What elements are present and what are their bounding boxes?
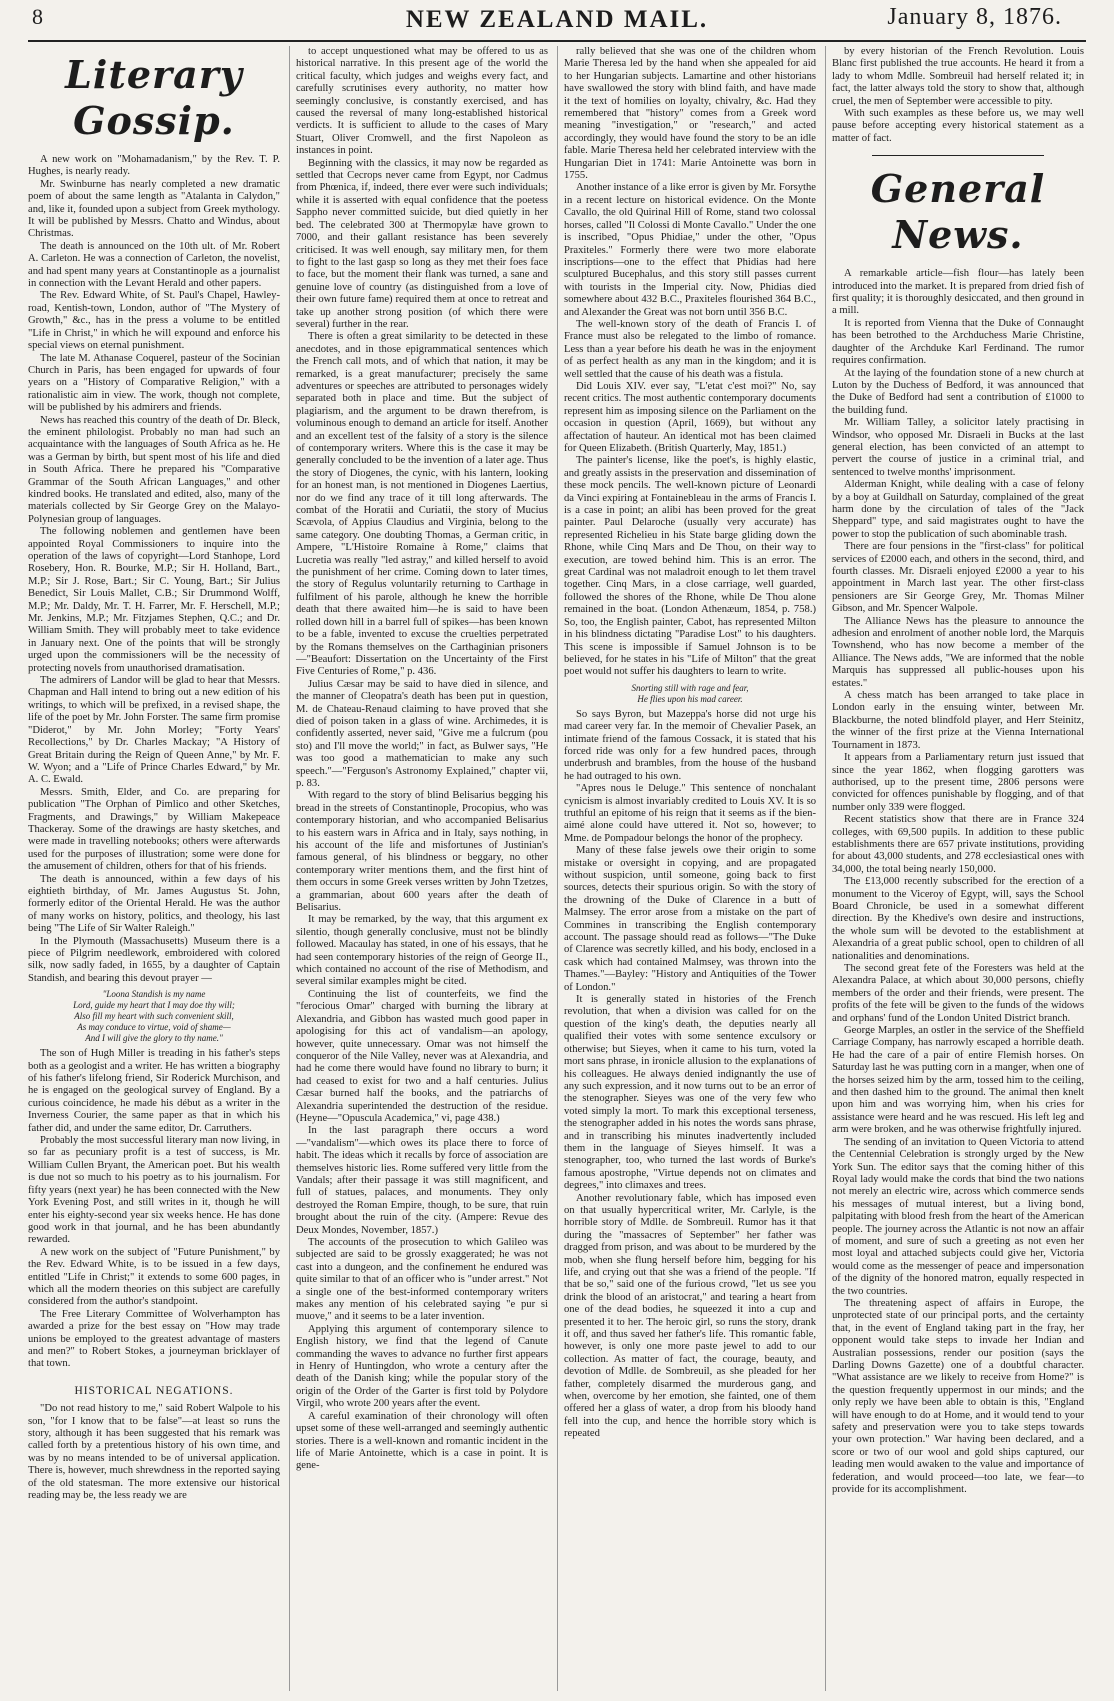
article-paragraph: Many of these false jewels owe their origin to some mistake or oversight in copying, and are propagated without suspicion, until someone, going back to first sources, detects their spurious origin. So with the story of the drowning of the Duke of Clarence in a butt of Malmsey. The error arose from a mistake on the part of Commines in transcribing the English contemporary account. The passage should read as follows—"The Duke of Clarence was secretly killed, and his body, enclosed in a cask which had contained Malmsey, was thrown into the Thames."—Bayley: "History and Antiquities of the Tower of London." xyxy=(564,845,816,993)
news-paragraph: The Alliance News has the pleasure to announce the adhesion and enrolment of another noble lord, the Marquis Townshend, who has now become a member of the Alliance. The News adds, "We are informed that the noble Marquis has suppressed all public-houses upon his estates." xyxy=(832,615,1084,689)
news-paragraph: It appears from a Parliamentary return just issued that since the year 1862, when flogging garotters was authorised, up to the present time, 2806 persons were convicted for offences punishable by flogging, and of that number only 339 were flogged. xyxy=(832,752,1084,813)
section-divider xyxy=(872,155,1044,156)
article-paragraph: "Apres nous le Deluge." This sentence of nonchalant cynicism is almost invariably credited to Louis XV. It is so truthful an epitome of his reign that it seems as if the bien-aimé alone could have uttered it. Not so, however; to Mme. de Pompadour belongs the honor of the prophecy. xyxy=(564,783,816,844)
column-4 xyxy=(832,46,1084,1691)
article-paragraph: The death is announced on the 10th ult. of Mr. Robert A. Carleton. He was a connection of Carleton, the novelist, and had spent many years at Constantinople as a journalist in connection with the Levant Herald and other papers. xyxy=(28,240,280,290)
news-paragraph: A chess match has been arranged to take place in London early in the ensuing winter, between Mr. Blackburne, the noted blindfold player, and Herr Steinitz, the winner of the first prize at the Vienna International Tournament in 1873. xyxy=(832,690,1084,751)
article-paragraph: "Do not read history to me," said Robert Walpole to his son, "for I know that to be false"—at least so runs the story, although it has been suggested that his remark was called forth by a pretentious history of his own time, and was by no means intended to be of universal application. There is, however, much shrewdness in the reported saying of the old statesman. The more extensive our historical reading may be, the less ready we are xyxy=(28,1403,280,1502)
verse-line: Snorting still with rage and fear, xyxy=(631,682,749,693)
article-paragraph: So says Byron, but Mazeppa's horse did not urge his mad career very far. In the memoir of Chevalier Pasek, an intimate friend of the famous Cossack, it is stated that his forced ride was only for a few hundred paces, through underbrush and brambles, from the house of the husband he had outraged to his own. xyxy=(564,708,816,782)
article-paragraph: A new work on the subject of "Future Punishment," by the Rev. Edward White, is to be issued in a few days, entitled "Life in Christ;" it extends to some 600 pages, in which all the modern theories on this subject are carefully considered from the author's standpoint. xyxy=(28,1246,280,1308)
news-paragraph: The £13,000 recently subscribed for the erection of a monument to the Viceroy of Egypt, will, says the School Board Chronicle, be used in a somewhat different direction. By the Khedive's own desire and instructions, the whole sum will be devoted to the establishment at Alexandria of a great public school, open to children of all nationalities and denominations. xyxy=(832,876,1084,962)
article-paragraph: The late M. Athanase Coquerel, pasteur of the Socinian Church in Paris, has been engaged for upwards of four years on a "History of Comparative Religion," with a rationalistic aim in view. The work, though not complete, will be published by his admirers and friends. xyxy=(28,352,280,414)
article-paragraph: Another revolutionary fable, which has imposed even on that usually hypercritical writer, Mr. Carlyle, is the horrible story of Mdlle. de Sombreuil. Rumor has it that during the "massacres of September" her father was dragged from prison, and was about to be murdered by the mob, when she flung herself before him, begging for his life, and crying out that she was a friend of the people. "If that be so," said one of the furious crowd, "let us see you drink the blood of an aristocrat," and tearing a heart from one of the dead bodies, he squeezed it into a cup and presented it to her. The heroic girl, so runs the story, drank it off, and thus saved her father's life. This romantic fable, however, is only one more paste jewel to add to our collection. As matter of fact, the courage, beauty, and devotion of Mdlle. de Sombreuil, as she pleaded for her father, completely disarmed the murderous gang, and when, overcome by her emotion, she fainted, one of them offered her a glass of water, a drop from his bloody hand fell into the cup, and hence the horrible story which is repeated xyxy=(564,1192,816,1440)
byron-verse xyxy=(564,683,816,705)
news-paragraph: George Marples, an ostler in the service of the Sheffield Carriage Company, has narrowly escaped a horrible death. He had the care of a pair of entire Flemish horses. On Saturday last he was putting corn in a manger, when one of the horses seized him by the arm, tossed him to the ceiling, and then dashed him to the ground. The animal then knelt upon him and was worrying him, when his cries for assistance were heard and he was rescued. His left leg and arm were broken, and he was otherwise frightfully injured. xyxy=(832,1025,1084,1136)
article-paragraph: It is generally stated in histories of the French revolution, that when a division was called for on the question of the king's death, the deputies nearly all qualified their votes with some sentence exculsory or otherwise; but Sieyes, when it came to his turn, voted la mort sans phrase, in ironicle allusion to the explanations of his colleagues. He always denied indignantly the use of any such expression, and it now turns out to be an error of the stenographer. Sieyes was one of the very few who voted simply la mort. To mark this exceptional terseness, the stenographer added in his notes the words sans phrase, and in transcribing his minutes inadvertently included them in the language of Sieyes himself. It was a stenographer, too, who turned the last words of Burke's famous apostrophe, "Virtue depends not on climates and degrees," into climaxes and trees. xyxy=(564,994,816,1192)
verse-line: And I will give the glory to thy name." xyxy=(85,1033,223,1044)
article-paragraph: The following noblemen and gentlemen have been appointed Royal Commissioners to inquire into the operation of the laws of copyright—Lord Stanhope, Lord Rosebery, Hon. R. Bourke, M.P.; Sir H. Holland, Bart., M.P.; Sir J. Rose, Bart.; Sir C. Young, Bart.; Sir Julius Benedict, Sir Louis Mallet, C.B.; Sir Drummond Wolff, M.P.; Mr. Daldy, Mr. T. H. Farrer, Mr. F. Herschell, M.P.; Mr. Jenkins, M.P.; Mr. Fitzjames Stephen, Q.C.; and Dr. William Smith. They will probably meet to take evidence in January next. One of the points that will be strongly urged upon the commissioners will be the necessity of protecting novels from unauthorised dramatisation. xyxy=(28,526,280,674)
news-paragraph: At the laying of the foundation stone of a new church at Luton by the Duchess of Bedford, it was announced that the Duke of Bedford had sent a contribution of £1000 to the building fund. xyxy=(832,367,1084,416)
article-paragraph: In the Plymouth (Massachusetts) Museum there is a piece of Pilgrim needlework, embroidered with colored silk, now sadly faded, in 1655, by a daughter of Captain Standish, and bearing this devout prayer — xyxy=(28,935,280,984)
column-rule xyxy=(825,46,826,1691)
verse-line: "Loona Standish is my name xyxy=(102,989,206,1000)
historical-negations-body xyxy=(28,1403,280,1502)
page-number: 8 xyxy=(32,4,43,29)
column-rule xyxy=(557,46,558,1691)
article-paragraph: In the last paragraph there occurs a word—"vandalism"—which owes its place there to force of habit. The ideas which it recalls by force of association are themselves historic lies. Rome suffered very little from the Vandals; after their passage it was still magnificent, and full of statues, palaces, and monuments. They only destroyed the Roman Empire, though, to be sure, that ruin brought about the ruin of the city. (Ampere: Revue des Deux Mondes, November, 1857.) xyxy=(296,1125,548,1236)
verse-line: Lord, guide my heart that I may doe thy will; xyxy=(73,1000,235,1011)
newspaper-title: NEW ZEALAND MAIL. xyxy=(405,6,709,33)
article-paragraph: The son of Hugh Miller is treading in his father's steps both as a geologist and a writer. He has written a biography of his father's lifelong friend, Sir Roderick Murchison, and he is engaged on the geological survey of England. By a curious coincidence, he made his début as a writer in the Inverness Courier, the same paper as that in which his father did, and under the same editor, Dr. Carruthers. xyxy=(28,1048,280,1134)
news-paragraph: There are four pensions in the "first-class" for political services of £2000 each, and others in the second, third, and fourth classes. Mr. Disraeli enjoyed £2000 a year to his appointment in March last year. The other first-class pensioners are Sir George Grey, Mr. Thomas Milner Gibson, and Mr. Spencer Walpole. xyxy=(832,541,1084,615)
issue-date: January 8, 1876. xyxy=(887,4,1062,30)
news-paragraph: The sending of an invitation to Queen Victoria to attend the Centennial Celebration is strongly urged by the New York Sun. The editor says that the coming hither of this Royal lady would make the cords that bind the two nations not merely an electric wire, across which commerce sends his messages of mutual interest, but a living bond, palpitating with blood fresh from the heart of the American people. The journey across the Atlantic is not now an affair of moment, and sure of such a greeting as not even her most loyal and attached subjects could give her, Victoria would come as the messenger of peace and impersonation of the dignity of the honored matron, equally respected in the two countries. xyxy=(832,1136,1084,1297)
article-paragraph: The admirers of Landor will be glad to hear that Messrs. Chapman and Hall intend to bring out a new edition of his writings, to which will be prefixed, in a revised shape, the life of the poet by Mr. John Forster. The same firm promise "Diderot," by Mr. John Morley; "Forty Years' Recollections," by Dr. Charles Mackay; "A History of Great Britain during the Reign of Queen Anne," by Mr. F. W. Wyon; and a "Life of Prince Charles Edward," by Mr. A. C. Ewald. xyxy=(28,675,280,786)
article-paragraph: Messrs. Smith, Elder, and Co. are preparing for publication "The Orphan of Pimlico and other Sketches, Fragments, and Drawings," by William Makepeace Thackeray. Some of the drawings are hasty sketches, and were made in travelling notebooks; others were afterwards used for the purposes of illustration; some were done for the amusement of children, others for that of his friends. xyxy=(28,786,280,873)
verse-line: As may conduce to virtue, void of shame— xyxy=(77,1022,231,1033)
historical-negations-body-col2 xyxy=(296,46,548,1473)
historical-negations-heading: HISTORICAL NEGATIONS. xyxy=(74,1384,234,1397)
literary-gossip-body xyxy=(28,154,280,985)
historical-negations-body-col4 xyxy=(832,46,1084,145)
article-paragraph: A new work on "Mohamadanism," by the Rev. T. P. Hughes, is nearly ready. xyxy=(28,154,280,178)
news-paragraph: Alderman Knight, while dealing with a case of felony by a boy at Guildhall on Saturday, complained of the great harm done by the circulation of tales of the "Jack Sheppard" type, and said magistrates ought to have the power to stop the publication of such abominable trash. xyxy=(832,479,1084,540)
article-paragraph: rally believed that she was one of the children whom Marie Theresa led by the hand when she appealed for aid to her Hungarian subjects. Lamartine and other historians have swallowed the story with blind faith, and have made it the text of homilies on loyalty, chivalry, &c. Had they remembered that "history" comes from a Greek word meaning "investigation," or "research," and acted accordingly, they would have found the story to be an idle fable. Marie Theresa held her celebrated interview with the Hungarian Diet in 1741: Marie Antoinette was born in 1755. xyxy=(564,46,816,182)
article-paragraph: With such examples as these before us, we may well pause before accepting every historical statement as a matter of fact. xyxy=(832,108,1084,144)
article-paragraph: News has reached this country of the death of Dr. Bleck, the eminent philologist. Probably no man had such an acquaintance with the languages of South Africa as he. He was a German by birth, but spent most of his life and died in South Africa. There he prepared his "Comparative Grammar of the South African Languages," and other kindred books. He translated and edited, also, many of the materials collected by Sir George Grey on the Malayo-Polynesian group of languages. xyxy=(28,414,280,525)
literary-gossip-body-continued xyxy=(28,1048,280,1371)
columns xyxy=(28,46,1086,1691)
general-news-heading: General News. xyxy=(870,166,1046,258)
news-paragraph: The threatening aspect of affairs in Europe, the unprotected state of our principal ports, and the certainty that, in the event of England taking part in the fray, her opponent would take steps to invade her Indian and Australian possessions, render our position (says the Darling Downs Gazette) one of a doubtful character. "What assistance are we likely to receive from Home?" is the question frequently uppermost in our minds; and the only reply we have been able to obtain is this, "England will have enough to do at Home, and it would tend to your safety and preservation were you to take steps towards your own protection." War having been declared, and a score or two of our wool and gold ships captured, our leading men would awaken to the value and importance of federation, and would proceed—too late, we fear—to provide for its accomplishment. xyxy=(832,1297,1084,1496)
article-paragraph: The Free Literary Committee of Wolverhampton has awarded a prize for the best essay on "How may trade unions be employed to the greatest advantage of masters and men?" to Robert Stokes, a journeyman bricklayer of that town. xyxy=(28,1308,280,1370)
verse-line: He flies upon his mad career. xyxy=(637,693,743,704)
news-paragraph: Recent statistics show that there are in France 324 colleges, with 69,500 pupils. In addition to these public establishments there are 657 private institutions, providing for about 43,000 students, and 278 ecclesiastical ones with 34,000, the total being nearly 150,000. xyxy=(832,814,1084,875)
article-paragraph: Beginning with the classics, it may now be regarded as settled that Cecrops never came from Egypt, nor Cadmus from Phœnica, if, indeed, there ever were such individuals; while it is asserted with equal confidence that the poetess Sappho never committed suicide, but died quietly in her bed. The celebrated 300 at Thermopylæ have grown to 7000, and their gallant resistance has been severely criticised. It was well enough, say military men, for them to fight to the last gasp so long as they met their foes face to face, but the moment their flank was turned, a sane and genuine love of country (as distinguished from a love of their own future fame) required them at once to retreat and take up another strong position (of which there were several) further in the rear. xyxy=(296,157,548,330)
masthead xyxy=(0,0,1114,42)
article-paragraph: Did Louis XIV. ever say, "L'etat c'est moi?" No, say recent critics. The most authentic contemporary documents represent him as imposing silence on the Parliament on the occasion in question (April, 1669), but without any affectation of hauteur. An identical mot has been claimed for Queen Elizabeth. (British Quarterly, May, 1851.) xyxy=(564,380,816,454)
article-paragraph: The Rev. Edward White, of St. Paul's Chapel, Hawley-road, Kentish-town, London, author of "The Mystery of Growth," &c., has in the press a volume to be entitled "Life in Christ," in which he will expound and enforce his special views on eternal punishment. xyxy=(28,290,280,352)
article-paragraph: The accounts of the prosecution to which Galileo was subjected are said to be grossly exaggerated; he was not cast into a dungeon, and the confinement he endured was quite similar to that of an officer who is "under arrest." Not a single one of the best-informed contemporary writers makes any mention of his celebrated saying "e pur si muove," and it seems to be a later invention. xyxy=(296,1237,548,1323)
article-paragraph: The well-known story of the death of Francis I. of France must also be relegated to the limbo of romance. Less than a year before his death he was in the enjoyment of as perfect health as any man in the kingdom; and it is well settled that the cause of his death was a fistula. xyxy=(564,318,816,380)
pilgrim-verse xyxy=(28,989,280,1044)
article-paragraph: Probably the most successful literary man now living, in so far as pecuniary profit is a test of success, is Mr. William Cullen Bryant, the American poet. But his wealth is due not so much to his poetry as to his journalism. For fifty years (next year) he has been connected with the New York Evening Post, and still writes in it, though he will enter his eighty-second year six weeks hence. He has done good work in that journal, and he has been abundantly rewarded. xyxy=(28,1135,280,1246)
verse-line: Also fill my heart with such convenient skill, xyxy=(74,1011,234,1022)
news-paragraph: It is reported from Vienna that the Duke of Connaught has been betrothed to the Archduchess Marie Christine, daughter of the Archduke Karl Ferdinand. The rumor requires confirmation. xyxy=(832,317,1084,367)
article-paragraph: It may be remarked, by the way, that this argument ex silentio, though generally conclusive, must not be blindly followed. Macaulay has stated, in one of his essays, that he had seen contemporary histories of the reign of George II., which contained no account of the rise of Methodism, and several similar examples might be cited. xyxy=(296,914,548,988)
news-paragraph: The second great fete of the Foresters was held at the Alexandra Palace, at which about 30,000 persons, chiefly members of the order and their friends, were present. The profits of the fete will be given to the funds of the widows and orphans' fund of the London United District branch. xyxy=(832,963,1084,1024)
article-paragraph: The painter's license, like the poet's, is highly elastic, and greatly assists in the preservation and dissemination of these mock pencils. The well-known picture of Leonardi da Vinci expiring at Fontainebleau in the arms of Francis I. is a case in point; an alibi has been proved for the great painter. Paul Delaroche (usually very accurate) has represented Richelieu in his State barge gliding down the Rhone, while Cinq Mars and De Thou, on their way to execution, are towed behind him. This is an error. The great Cardinal was not maladroit enough to let them travel together. Cinq Mars, in a close carriage, well guarded, followed the shores of the Rhone, while De Thou alone remained in the boat. (London Athenæum, 1854, p. 758.) So, too, the English painter, Cabot, has represented Milton in his blindness dictating "Paradise Lost" to his daughters. This scene is impossible if Samuel Johnson is to be believed, for he states in his "Life of Milton" that the great poet would not suffer his daughters to learn to write. xyxy=(564,455,816,678)
historical-negations-body-col3 xyxy=(564,46,816,679)
historical-negations-body-col3-continued xyxy=(564,709,816,1441)
column-2 xyxy=(296,46,548,1691)
news-paragraph: Mr. William Talley, a solicitor lately practising in Windsor, who opposed Mr. Disraeli in Bucks at the last general election, has been convicted of an attempt to pervert the course of justice in a criminal trial, and sentenced to twelve months' imprisonment. xyxy=(832,417,1084,478)
column-3 xyxy=(564,46,816,1691)
article-paragraph: Mr. Swinburne has nearly completed a new dramatic poem of about the same length as "Atalanta in Calydon," and, like it, founded upon a subject from Greek mythology. It will be published by Messrs. Chatto and Windus, about Christmas. xyxy=(28,178,280,240)
news-paragraph: A remarkable article—fish flour—has lately been introduced into the market. It is prepared from dried fish of first quality; it is thoroughly desiccated, and then ground in a mill. xyxy=(832,268,1084,317)
column-1 xyxy=(28,46,280,1691)
article-paragraph: Julius Cæsar may be said to have died in silence, and the manner of Cleopatra's death has been put in question, M. de Chateau-Renaud claiming to have proved that she died of poison taken in a glass of wine. Archimedes, it is confidently asserted, never said, "Give me a fulcrum (pou sto) and I'll move the world;" in fact, as Bulwer says, "He was too good a mathematician to make any such speech."—"Ferguson's Astronomy Explained," chapter vii, p. 83. xyxy=(296,678,548,789)
article-paragraph: There is often a great similarity to be detected in these anecdotes, and in those epigrammatical sentences which the French call mots, and of which that nation, it may be remarked, is a great manufacturer; precisely the same adventures or speeches are attributed to personages widely separated both in place and time. But the subject of plagiarism, and the argument to be drawn therefrom, is voluminous enough to demand an article for itself. Another and an excellent test of the falsity of a story is the silence of contemporary writers. Where this is the case it may be generally concluded to be the invention of a later age. Thus the story of Diogenes, the cynic, with his lantern, looking for an honest man, is not mentioned in Diogenes Laertius, nor do we find any trace of it till long afterwards. The combat of the Horatii and Curiatii, the story of Mucius Scævola, of Appius Claudius and Virginia, belong to the same category. One doubting Thomas, a German critic, in Ampere, "L'Histoire Romaine à Rome," claims that Lucretia was really "led astray," and killed herself to avoid the punishment of her crime. Coming down to later times, the story of Regulus voluntarily returning to Carthage in fulfilment of his parole, although he knew the horrible death that there awaited him—he is said to have been rolled down hill in a barrel full of spikes—has been known to be a fable, invented to excuse the cruelties perpetrated by the Romans themselves on the Carthaginian prisoners—"Beaufort: Dissertation on the Uncertainty of the First Five Centuries of Rome," p. 436. xyxy=(296,331,548,678)
column-rule xyxy=(289,46,290,1691)
article-paragraph: Continuing the list of counterfeits, we find the "ferocious Omar" charged with burning the library at Alexandria, and Gibbon has wasted much good paper in apologising for this act of vandalism—an apology, however, quite unnecessary. Omar was not himself the conqueror of the Nile Valley, never was at Alexandria, and had he come there would have found no library to burn; it had ceased to exist for two and a half centuries. Julius Cæsar burned half the books, and the patriarchs of Alexandria superintended the destruction of the residue. (Heyne—"Opuscula Academica," vi, page 438.) xyxy=(296,988,548,1124)
literary-gossip-heading: Literary Gossip. xyxy=(65,52,243,143)
article-paragraph: A careful examination of their chronology will often upset some of these well-arranged and seemingly authentic stories. There is a well-known and romantic incident in the life of Marie Antoinette, which is a case in point. It is gene- xyxy=(296,1410,548,1472)
masthead-rule xyxy=(28,40,1086,42)
article-paragraph: by every historian of the French Revolution. Louis Blanc first published the true accounts. He heard it from a lady to whom Mdlle. Sombreuil had herself related it; in fact, the latter always told the story to show that, although cruel, the men of September were accessible to pity. xyxy=(832,46,1084,107)
article-paragraph: to accept unquestioned what may be offered to us as historical narrative. In this present age of the world the critical faculty, which judges and weighs every fact, and carefully scrutinises every authority, no matter how seemingly conclusive, is constantly exercised, and has caused the reversal of many long-established historical verdicts. It is sufficient to allude to the cases of Mary Stuart, Oliver Cromwell, and the first Napoleon as instances in point. xyxy=(296,46,548,157)
article-paragraph: Applying this argument of contemporary silence to English history, we find that the legend of Canute commanding the waves to advance no further first appears in Henry of Huntingdon, who wrote a century after the death of the Danish king; while the popular story of the origin of the Order of the Garter is first told by Polydore Virgil, who wrote 200 years after the event. xyxy=(296,1323,548,1410)
article-paragraph: With regard to the story of blind Belisarius begging his bread in the streets of Constantinople, Procopius, who was contemporary historian, and who accompanied Belisarius to his eastern wars in Africa and in Italy, says nothing, in his account of the life and misfortunes of Justinian's famous general, of his blindness or beggary, no other contemporary writer mentions them, and the first hint of them occurs in some Greek verses written by John Tzetzes, a grammarian, about 600 years after the death of Belisarius. xyxy=(296,790,548,914)
general-news-body xyxy=(832,268,1084,1496)
article-paragraph: Another instance of a like error is given by Mr. Forsythe in a recent lecture on historical evidence. On the Monte Cavallo, the old Quirinal Hill of Rome, stand two colossal horses, called "Il Colossi di Monte Cavallo." Under the one is inscribed, "Opus Phidiae," under the other, "Opus Praxiteles." Formerly there were two more elaborate inscriptions—one to the effect that Phidias had here sculptured Bucephalus, and this story still passes current with tourists in the Imperial city. Now, Phidias died somewhere about 432 B.C., Praxiteles flourished 364 B.C., and Alexander the Great was not born until 356 B.C. xyxy=(564,182,816,318)
article-paragraph: The death is announced, within a few days of his eightieth birthday, of Mr. James Augustus St. John, formerly editor of the Oriental Herald. He was the author of many works on history, politics, and theology, his last being "The Life of Sir Walter Raleigh." xyxy=(28,873,280,935)
